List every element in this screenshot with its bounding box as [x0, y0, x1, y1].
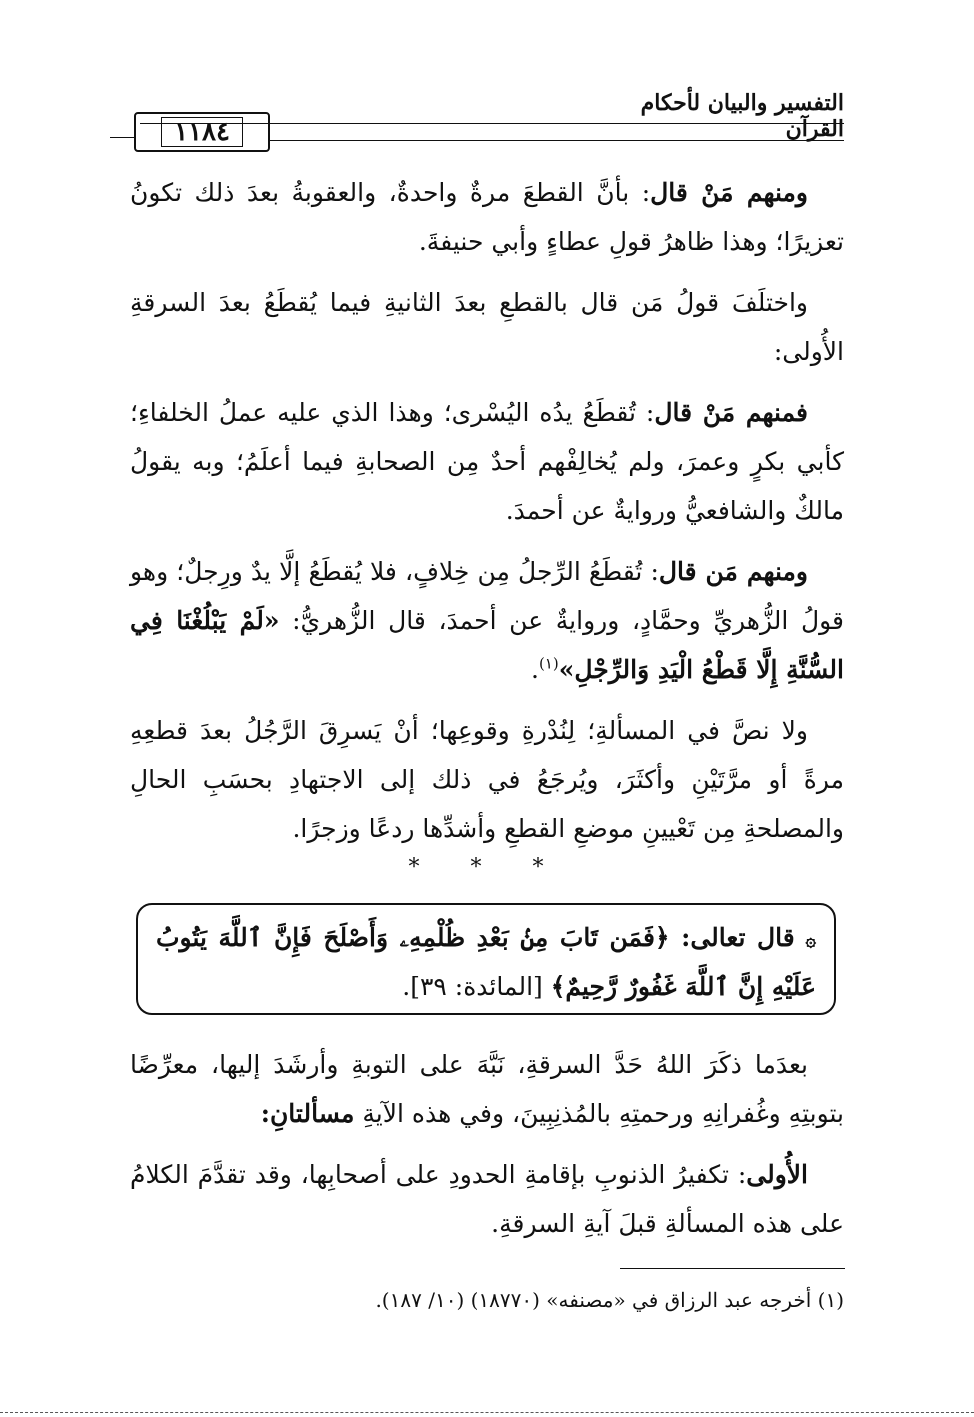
paragraph-text: بعدَما ذكَرَ اللهُ حَدَّ السرقةِ، نَبَّهَ على التوبةِ وأرشَدَ إليها، معرِّضًا بتوبتِهِ وغُفرانِهِ ورحمتِهِ بالمُذنِبِينَ، وفي هذه الآيةِ: [130, 1050, 844, 1128]
paragraph-lead: ومنهم مَنْ قال: [650, 178, 808, 207]
page-edge-dash: [0, 1412, 974, 1413]
main-text-continued: [130, 1040, 844, 1260]
paragraph-text: واختلَفَ قولُ مَن قال بالقطعِ بعدَ الثانيةِ فيما يُقطَعُ بعدَ السرقةِ الأُولى:: [130, 288, 844, 366]
verse-box: [136, 903, 836, 1015]
paragraph: [130, 547, 844, 694]
hadith-quote: «لَمْ يَبْلُغْنَا فِي السُّنَّةِ إِلَّا قَطْعُ الْيَدِ وَالرِّجْلِ»: [130, 606, 844, 684]
paragraph: [130, 168, 844, 266]
paragraph: [130, 388, 844, 535]
paragraph: [130, 1040, 844, 1138]
footnote-ref[interactable]: (١): [538, 654, 559, 673]
verse-text: ﴿فَمَن تَابَ مِنۢ بَعْدِ ظُلْمِهِۦ وَأَصْلَحَ فَإِنَّ ٱللَّهَ يَتُوبُ عَلَيْهِ إِنَّ ٱللَّهَ غَفُورٌ رَّحِيمٌ﴾: [156, 923, 816, 1001]
paragraph-bold-tail: مسألتانِ:: [260, 1099, 355, 1128]
footnote-rule: [620, 1268, 845, 1269]
footnote: (١) أخرجه عبد الرزاق في «مصنفه» (١٨٧٧٠) (١٠/ ١٨٧).: [375, 1288, 844, 1312]
paragraph: [130, 1150, 844, 1248]
header-rule-tail: [110, 137, 134, 138]
paragraph-text: : تكفيرُ الذنوبِ بإقامةِ الحدودِ على أصحابِها، وقد تقدَّمَ الكلامُ على هذه المسألةِ قبلَ آيةِ السرقةِ.: [130, 1160, 844, 1238]
verse-lead: قال تعالى:: [669, 923, 795, 952]
header-rule-lower: [270, 140, 844, 141]
paragraph-text: : بأنَّ القطعَ مرةٌ واحدةٌ، والعقوبةُ بعدَ ذلك تكونُ تعزيرًا؛ وهذا ظاهرُ قولِ عطاءٍ وأبي حنيفةَ.: [130, 178, 844, 256]
paragraph-end: .: [530, 655, 539, 684]
section-separator: * * *: [408, 855, 566, 880]
paragraph-lead: فمنهم مَنْ قال: [654, 398, 809, 427]
paragraph-lead: الأُولى: [746, 1160, 808, 1189]
main-text: [130, 168, 844, 865]
paragraph-text: : تُقطَعُ الرِّجلُ مِن خِلافٍ، فلا يُقطَعُ إلَّا يدٌ ورِجلٌ؛ وهو قولُ الزُّهريِّ وحمَّادٍ، وروايةٌ عن أحمدَ، قال الزُّهريُّ:: [130, 557, 844, 635]
verse-reference: [المائدة: ٣٩].: [402, 972, 551, 1001]
paragraph: [130, 278, 844, 376]
paragraph-text: : تُقطَعُ يدُه اليُسْرى؛ وهذا الذي عليه عملُ الخلفاءِ؛ كأبي بكرٍ وعمرَ، ولم يُخالِفْهم أحدٌ مِن الصحابةِ فيما أعلَمُ؛ وبه يقولُ مالكٌ والشافعيُّ وروايةٌ عن أحمدَ.: [130, 398, 844, 525]
paragraph: [130, 706, 844, 853]
running-title: التفسير والبيان لأحكام القرآن: [640, 90, 844, 142]
page-number-frame: [134, 112, 270, 152]
paragraph-text: ولا نصَّ في المسألةِ؛ لِنُدْرةِ وقوعِها؛ أنْ يَسرِقَ الرَّجُلُ بعدَ قطعِهِ مرةً أو مرَّتَيْنِ وأكثَرَ، ويُرجَعُ في ذلك إلى الاجتهادِ بحسَبِ الحالِ والمصلحةِ مِن تَعْيينِ موضعِ القطعِ وأشدِّها ردعًا وزجرًا.: [130, 716, 844, 843]
paragraph-lead: ومنهم مَن قال: [658, 557, 808, 586]
page-number: ١١٨٤: [174, 117, 230, 147]
verse-marker-icon: ۞: [805, 930, 816, 951]
